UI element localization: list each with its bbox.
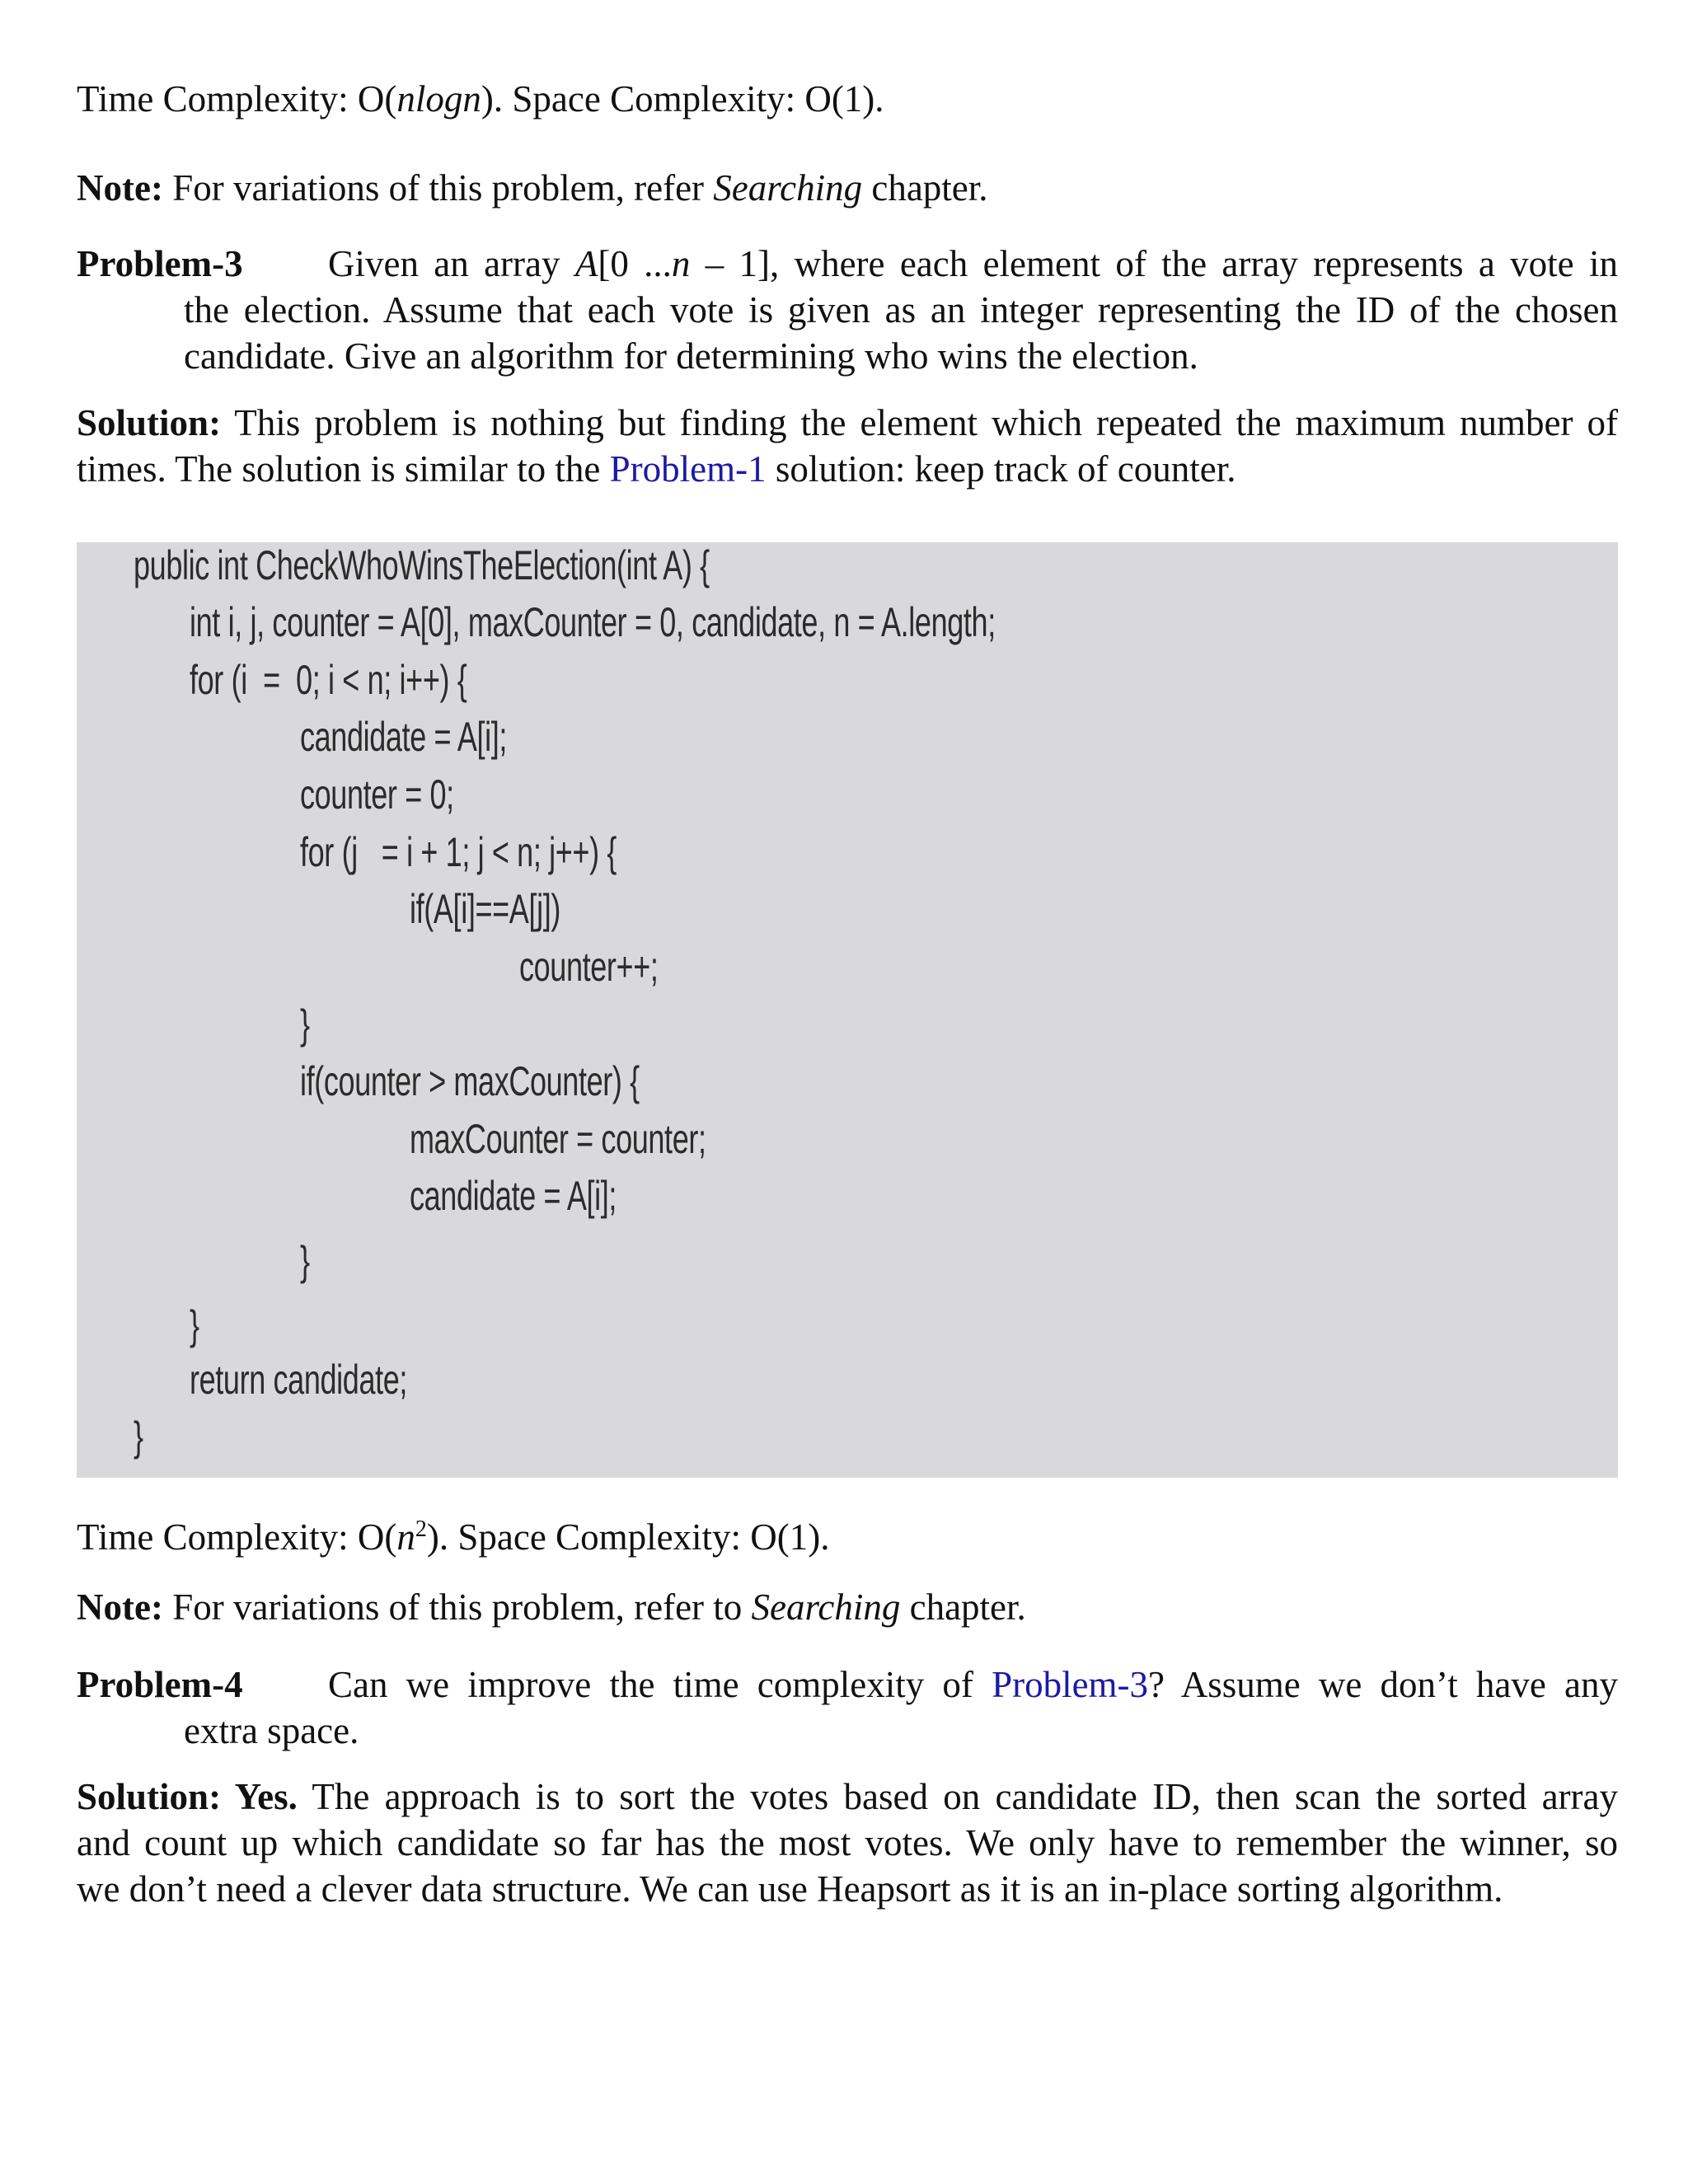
solution-3-text xyxy=(77,400,1618,492)
problem-3-line-1: Problem-3 Given an array A[0 ...n – 1], where each element of the array represents a vote in xyxy=(77,241,1618,287)
time-complexity-line: Time Complexity: O(nlogn). Space Complexity: O(1). xyxy=(77,78,884,120)
problem-4-label: Problem-4 xyxy=(77,1664,243,1705)
code-line-7: if(A[i]==A[j]) xyxy=(410,886,561,932)
problem-1-link[interactable]: Problem-1 xyxy=(609,448,767,490)
solution-3-line-2: times. The solution is similar to the Problem-1 solution: keep track of counter. xyxy=(77,448,1236,490)
note-line-2: Note: For variations of this problem, refer to Searching chapter. xyxy=(77,1586,1026,1628)
solution-4-line-1: Solution: Yes. The approach is to sort the votes based on candidate ID, then scan the sorted array xyxy=(77,1776,1619,1817)
code-line-12: candidate = A[i]; xyxy=(410,1173,617,1219)
code-line-9: } xyxy=(300,1001,310,1047)
code-line-15: return candidate; xyxy=(190,1357,408,1403)
code-line-11: maxCounter = counter; xyxy=(410,1116,706,1162)
problem-3-link[interactable]: Problem-3 xyxy=(992,1664,1149,1705)
solution-4-line-3: we don’t need a clever data structure. We can use Heapsort as it is an in-place sorting algorithm. xyxy=(77,1868,1503,1910)
problem-4-line-1: Problem-4 Can we improve the time complexity of Problem-3? Assume we don’t have any xyxy=(77,1661,1618,1708)
problem-3-statement xyxy=(77,241,1618,379)
time-complexity-line-2: Time Complexity: $O(n^2)$. Space Complexity: O(1). xyxy=(77,1516,830,1558)
code-line-1: public int CheckWhoWinsTheElection(int A) { xyxy=(134,542,710,588)
code-line-2: int i, j, counter = A[0], maxCounter = 0, candidate, n = A.length; xyxy=(190,599,996,645)
code-line-8: counter++; xyxy=(519,944,659,990)
problem-4-statement xyxy=(77,1661,1618,1754)
problem-3-line-3: candidate. Give an algorithm for determining who wins the election. xyxy=(184,335,1198,377)
solution-4-line-2: and count up which candidate so far has the most votes. We only have to remember the winner, so xyxy=(77,1822,1618,1863)
problem-3-label: Problem-3 xyxy=(77,243,243,284)
solution-4-text xyxy=(77,1774,1618,1912)
code-line-14: } xyxy=(190,1302,199,1348)
solution-3-line-1: Solution: This problem is nothing but finding the element which repeated the maximum number of xyxy=(77,402,1618,443)
code-line-6: for (j = i + 1; j < n; j++) { xyxy=(300,829,617,875)
code-line-16: } xyxy=(134,1413,143,1460)
problem-3-line-2: the election. Assume that each vote is given as an integer representing the ID of the chosen xyxy=(184,289,1618,330)
code-line-13: } xyxy=(300,1238,310,1284)
code-line-5: counter = 0; xyxy=(300,771,454,818)
code-line-10: if(counter > maxCounter) { xyxy=(300,1058,640,1104)
code-line-3: for (i = 0; i < n; i++) { xyxy=(190,657,467,703)
note-line: Note: For variations of this problem, refer Searching chapter. xyxy=(77,167,988,209)
code-line-4: candidate = A[i]; xyxy=(300,714,508,760)
problem-4-line-2: extra space. xyxy=(184,1710,359,1751)
